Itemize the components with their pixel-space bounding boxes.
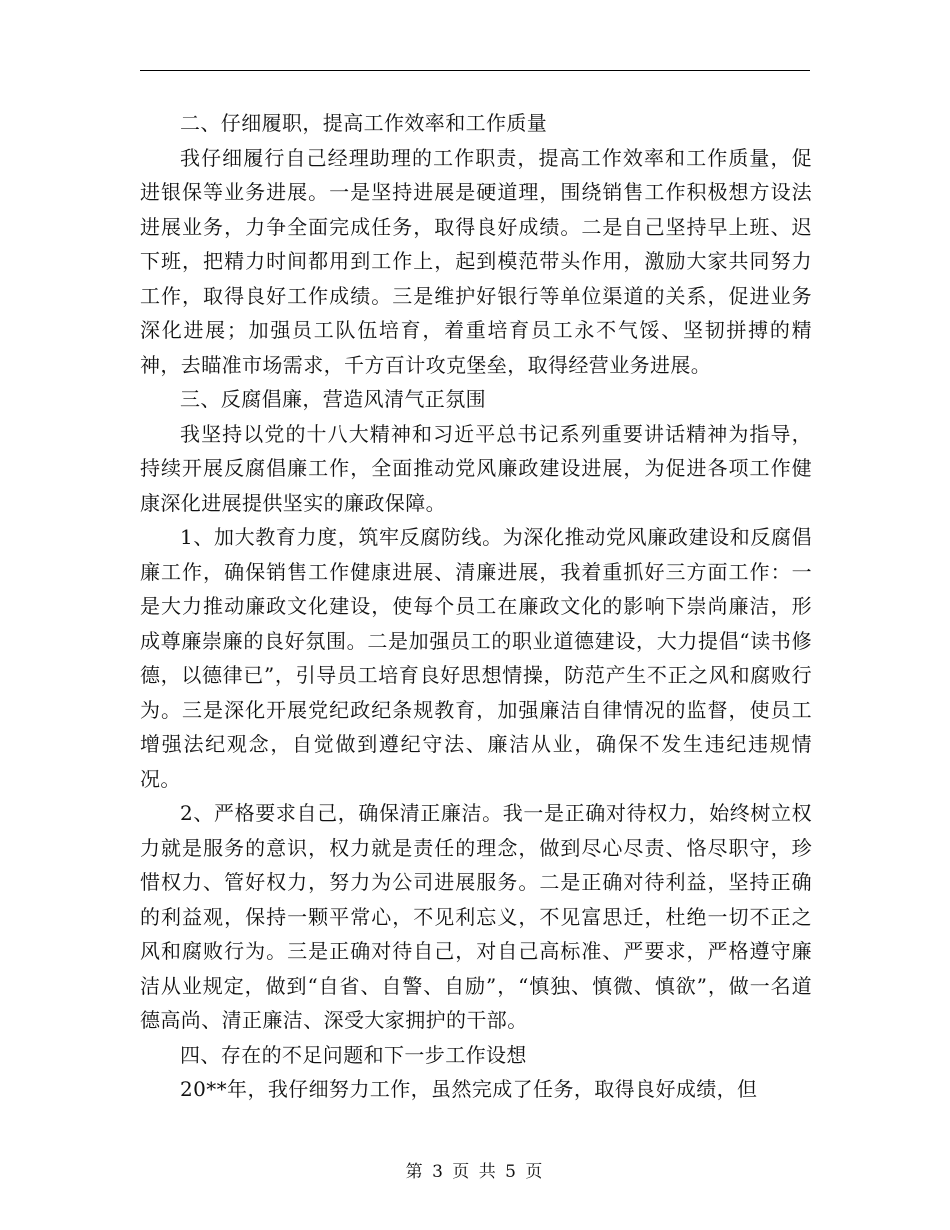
header-rule — [140, 70, 810, 71]
paragraph-anti-corruption-intro: 我坚持以党的十八大精神和习近平总书记系列重要讲话精神为指导，持续开展反腐倡廉工作，全面推动党风廉政建设进展，为促进各项工作健康深化进展提供坚实的廉政保障。 — [140, 421, 812, 515]
page-number-footer: 第 3 页 共 5 页 — [405, 1162, 545, 1182]
document-body — [140, 106, 812, 1107]
section-heading-3: 三、反腐倡廉，营造风清气正氛围 — [180, 387, 486, 411]
paragraph-education: 1、加大教育力度，筑牢反腐防线。为深化推动党风廉政建设和反腐倡廉工作，确保销售工作健康进展、清廉进展，我着重抓好三方面工作：一是大力推动廉政文化建设，使每个员工在廉政文化的影响下崇尚廉洁，形成尊廉崇廉的良好氛围。二是加强员工的职业道德建设，大力提倡“读书修德，以德律已”，引导员工培育良好思想情操，防范产生不正之风和腐败行为。三是深化开展党纪政纪条规教育，加强廉洁自律情况的监督，使员工增强法纪观念，自觉做到遵纪守法、廉洁从业，确保不发生违纪违规情况。 — [140, 525, 812, 791]
section-heading-2: 二、仔细履职，提高工作效率和工作质量 — [180, 111, 548, 135]
paragraph-duty-performance: 我仔细履行自己经理助理的工作职责，提高工作效率和工作质量，促进银保等业务进展。一是坚持进展是硬道理，围绕销售工作积极想方设法进展业务，力争全面完成任务，取得良好成绩。二是自己坚持早上班、迟下班，把精力时间都用到工作上，起到模范带头作用，激励大家共同努力工作，取得良好工作成绩。三是维护好银行等单位渠道的关系，促进业务深化进展；加强员工队伍培育，着重培育员工永不气馁、坚韧拼搏的精神，去瞄准市场需求，千方百计攻克堡垒，取得经营业务进展。 — [140, 145, 812, 377]
paragraph-shortcomings: 20**年，我仔细努力工作，虽然完成了任务，取得良好成绩，但 — [180, 1077, 758, 1101]
paragraph-self-discipline: 2、严格要求自己，确保清正廉洁。我一是正确对待权力，始终树立权力就是服务的意识，权力就是责任的理念，做到尽心尽责、恪尽职守，珍惜权力、管好权力，努力为公司进展服务。二是正确对待利益，坚持正确的利益观，保持一颗平常心，不见利忘义，不见富思迁，杜绝一切不正之风和腐败行为。三是正确对待自己，对自己高标准、严要求，严格遵守廉洁从业规定，做到“自省、自警、自励”，“慎独、慎微、慎欲”，做一名道德高尚、清正廉洁、深受大家拥护的干部。 — [140, 801, 812, 1032]
section-heading-4: 四、存在的不足问题和下一步工作设想 — [180, 1042, 527, 1067]
